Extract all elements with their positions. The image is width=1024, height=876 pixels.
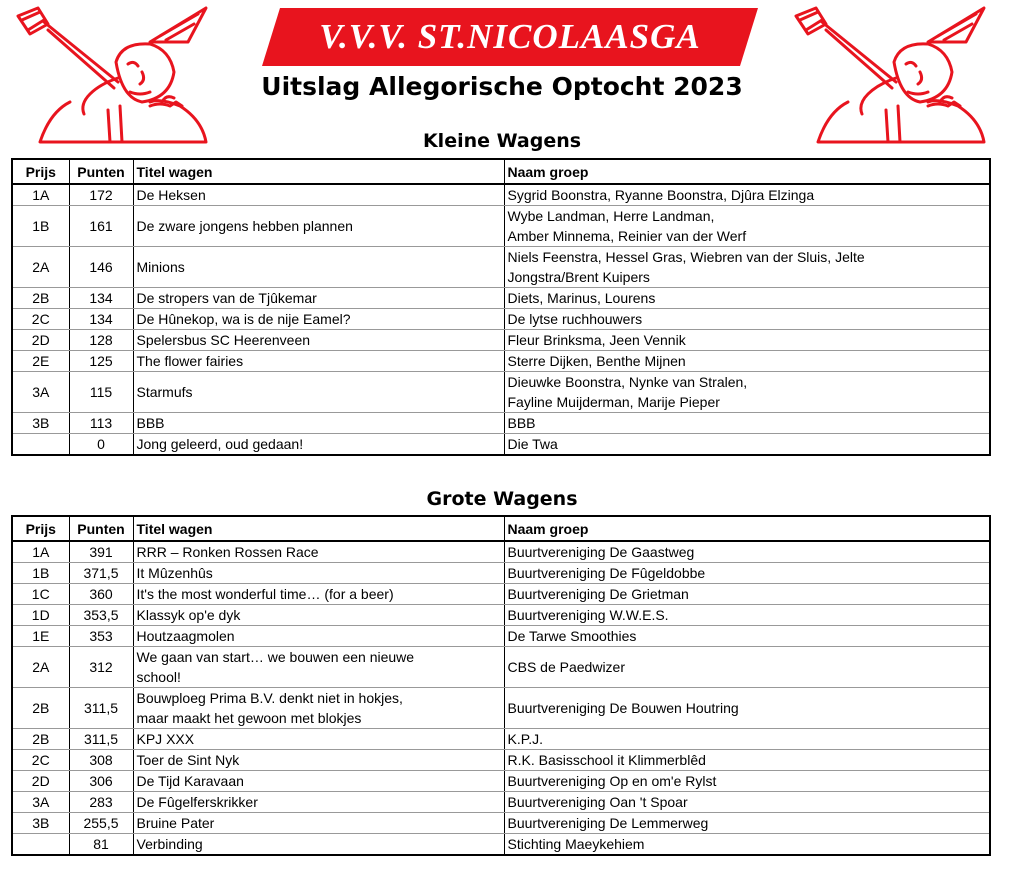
column-header-titel: Titel wagen xyxy=(133,516,504,541)
cell-prijs: 1C xyxy=(12,584,69,605)
cell-punten: 115 xyxy=(69,372,133,413)
cell-punten: 353 xyxy=(69,626,133,647)
cell-prijs: 2C xyxy=(12,309,69,330)
cell-groep: Buurtvereniging De Fûgeldobbe xyxy=(504,563,990,584)
cell-titel: Verbinding xyxy=(133,834,504,856)
cell-titel: De Hûnekop, wa is de nije Eamel? xyxy=(133,309,504,330)
cell-titel: Jong geleerd, oud gedaan! xyxy=(133,434,504,456)
cell-prijs: 3A xyxy=(12,372,69,413)
cell-groep: Sterre Dijken, Benthe Mijnen xyxy=(504,351,990,372)
column-header-groep: Naam groep xyxy=(504,516,990,541)
column-header-prijs: Prijs xyxy=(12,159,69,184)
cell-punten: 353,5 xyxy=(69,605,133,626)
cell-groep: Wybe Landman, Herre Landman, Amber Minnema, Reinier van der Werf xyxy=(504,206,990,247)
table-row xyxy=(12,184,990,206)
cell-groep: De lytse ruchhouwers xyxy=(504,309,990,330)
cell-titel: RRR – Ronken Rossen Race xyxy=(133,541,504,563)
table-row xyxy=(12,351,990,372)
cell-groep: Diets, Marinus, Lourens xyxy=(504,288,990,309)
table-row xyxy=(12,605,990,626)
cell-punten: 0 xyxy=(69,434,133,456)
table-row xyxy=(12,330,990,351)
table-row xyxy=(12,750,990,771)
table-row xyxy=(12,372,990,413)
cell-prijs: 3A xyxy=(12,792,69,813)
cell-prijs: 1A xyxy=(12,184,69,206)
cell-groep: Die Twa xyxy=(504,434,990,456)
table-row xyxy=(12,288,990,309)
column-header-groep: Naam groep xyxy=(504,159,990,184)
cell-prijs xyxy=(12,434,69,456)
table-row xyxy=(12,563,990,584)
cell-titel: Klassyk op'e dyk xyxy=(133,605,504,626)
column-header-titel: Titel wagen xyxy=(133,159,504,184)
cell-titel: De Heksen xyxy=(133,184,504,206)
cell-groep: BBB xyxy=(504,413,990,434)
cell-prijs: 2B xyxy=(12,688,69,729)
cell-groep: Buurtvereniging De Gaastweg xyxy=(504,541,990,563)
table-row xyxy=(12,792,990,813)
cell-punten: 360 xyxy=(69,584,133,605)
cell-punten: 391 xyxy=(69,541,133,563)
cell-prijs: 1E xyxy=(12,626,69,647)
cell-titel: De Tijd Karavaan xyxy=(133,771,504,792)
cell-punten: 312 xyxy=(69,647,133,688)
cell-punten: 81 xyxy=(69,834,133,856)
cell-titel: Toer de Sint Nyk xyxy=(133,750,504,771)
club-banner xyxy=(262,8,758,66)
cell-groep: Buurtvereniging Op en om'e Rylst xyxy=(504,771,990,792)
cell-groep: Buurtvereniging De Grietman xyxy=(504,584,990,605)
table-header-row xyxy=(12,159,990,184)
cell-punten: 308 xyxy=(69,750,133,771)
cell-prijs: 1B xyxy=(12,563,69,584)
table-row xyxy=(12,626,990,647)
cell-prijs xyxy=(12,834,69,856)
cell-groep: K.P.J. xyxy=(504,729,990,750)
cell-prijs: 3B xyxy=(12,413,69,434)
cell-titel: Bruine Pater xyxy=(133,813,504,834)
cell-groep: Niels Feenstra, Hessel Gras, Wiebren van der Sluis, Jelte Jongstra/Brent Kuipers xyxy=(504,247,990,288)
cell-titel: De zware jongens hebben plannen xyxy=(133,206,504,247)
cell-groep: CBS de Paedwizer xyxy=(504,647,990,688)
cell-punten: 283 xyxy=(69,792,133,813)
cell-titel: Houtzaagmolen xyxy=(133,626,504,647)
cell-groep: R.K. Basisschool it Klimmerblêd xyxy=(504,750,990,771)
cell-punten: 134 xyxy=(69,309,133,330)
section-title-grote: Grote Wagens xyxy=(426,488,578,510)
cell-prijs: 1D xyxy=(12,605,69,626)
cell-punten: 134 xyxy=(69,288,133,309)
cell-groep: Buurtvereniging Oan 't Spoar xyxy=(504,792,990,813)
column-header-punten: Punten xyxy=(69,516,133,541)
cell-titel: KPJ XXX xyxy=(133,729,504,750)
page-title: Uitslag Allegorische Optocht 2023 xyxy=(261,72,743,101)
table-row xyxy=(12,206,990,247)
table-row xyxy=(12,309,990,330)
cell-punten: 161 xyxy=(69,206,133,247)
table-row xyxy=(12,771,990,792)
cell-punten: 311,5 xyxy=(69,729,133,750)
table-row xyxy=(12,247,990,288)
cell-titel: De Fûgelferskrikker xyxy=(133,792,504,813)
cell-titel: Starmufs xyxy=(133,372,504,413)
grote-wagens-table xyxy=(11,515,991,856)
cell-punten: 172 xyxy=(69,184,133,206)
table-row xyxy=(12,541,990,563)
cell-punten: 146 xyxy=(69,247,133,288)
cell-prijs: 3B xyxy=(12,813,69,834)
table-row xyxy=(12,813,990,834)
cell-punten: 306 xyxy=(69,771,133,792)
cell-groep: Buurtvereniging De Lemmerweg xyxy=(504,813,990,834)
kleine-wagens-table xyxy=(11,158,991,456)
cell-groep: Buurtvereniging W.W.E.S. xyxy=(504,605,990,626)
cell-prijs: 1B xyxy=(12,206,69,247)
table-row xyxy=(12,584,990,605)
cell-titel: The flower fairies xyxy=(133,351,504,372)
cell-punten: 371,5 xyxy=(69,563,133,584)
table-row xyxy=(12,434,990,456)
cell-prijs: 2C xyxy=(12,750,69,771)
table-row xyxy=(12,688,990,729)
cell-prijs: 2E xyxy=(12,351,69,372)
cell-groep: Stichting Maeykehiem xyxy=(504,834,990,856)
table-row xyxy=(12,729,990,750)
cell-prijs: 2A xyxy=(12,247,69,288)
cell-punten: 128 xyxy=(69,330,133,351)
cell-titel: It's the most wonderful time… (for a beer) xyxy=(133,584,504,605)
cell-punten: 311,5 xyxy=(69,688,133,729)
cell-prijs: 2A xyxy=(12,647,69,688)
cell-groep: De Tarwe Smoothies xyxy=(504,626,990,647)
cell-groep: Sygrid Boonstra, Ryanne Boonstra, Djûra Elzinga xyxy=(504,184,990,206)
cell-groep: Dieuwke Boonstra, Nynke van Stralen, Fayline Muijderman, Marije Pieper xyxy=(504,372,990,413)
cell-titel: Minions xyxy=(133,247,504,288)
cell-groep: Fleur Brinksma, Jeen Vennik xyxy=(504,330,990,351)
cell-titel: Spelersbus SC Heerenveen xyxy=(133,330,504,351)
cell-prijs: 2D xyxy=(12,330,69,351)
section-title-kleine: Kleine Wagens xyxy=(422,130,582,152)
club-name: V.V.V. ST.NICOLAASGA xyxy=(319,17,701,56)
cell-groep: Buurtvereniging De Bouwen Houtring xyxy=(504,688,990,729)
cell-titel: We gaan van start… we bouwen een nieuwe school! xyxy=(133,647,504,688)
cell-prijs: 2B xyxy=(12,288,69,309)
cell-punten: 255,5 xyxy=(69,813,133,834)
column-header-prijs: Prijs xyxy=(12,516,69,541)
table-row xyxy=(12,647,990,688)
table-row xyxy=(12,413,990,434)
cell-punten: 113 xyxy=(69,413,133,434)
cell-punten: 125 xyxy=(69,351,133,372)
cell-titel: Bouwploeg Prima B.V. denkt niet in hokjes, maar maakt het gewoon met blokjes xyxy=(133,688,504,729)
column-header-punten: Punten xyxy=(69,159,133,184)
cell-prijs: 2D xyxy=(12,771,69,792)
cell-prijs: 1A xyxy=(12,541,69,563)
table-row xyxy=(12,834,990,856)
cell-titel: It Mûzenhûs xyxy=(133,563,504,584)
cell-titel: De stropers van de Tjûkemar xyxy=(133,288,504,309)
cell-prijs: 2B xyxy=(12,729,69,750)
table-header-row xyxy=(12,516,990,541)
cell-titel: BBB xyxy=(133,413,504,434)
